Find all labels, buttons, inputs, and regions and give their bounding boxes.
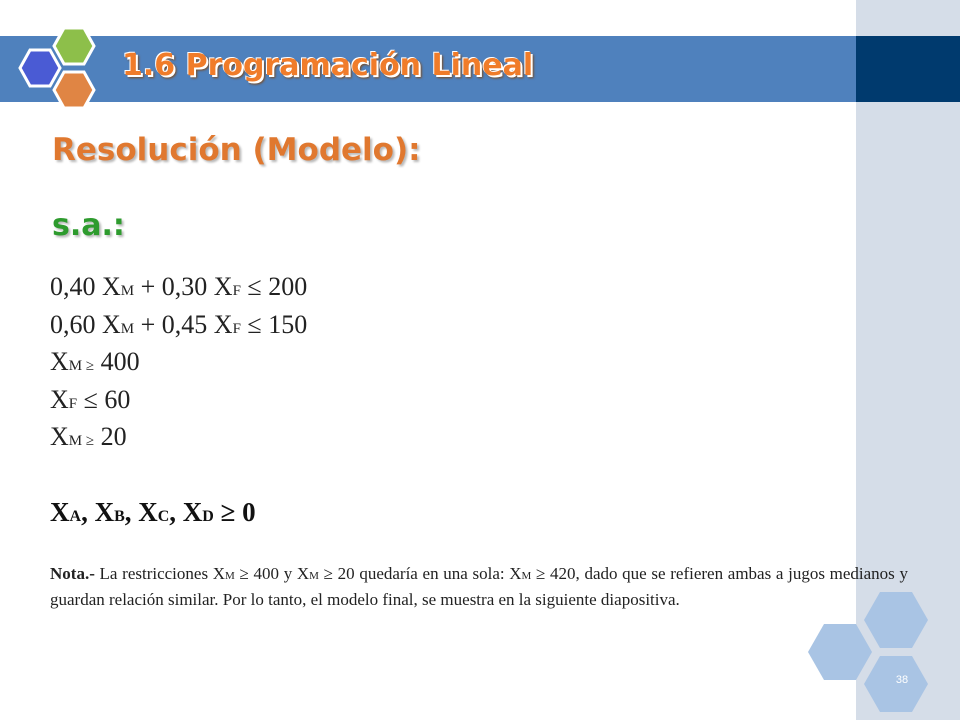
constraint-2: 0,60 XM + 0,45 XF ≤ 150 xyxy=(50,309,308,339)
hexagon-orange-icon xyxy=(54,72,94,108)
constraint-list xyxy=(50,268,307,456)
constraint-5: XM ≥ 20 xyxy=(50,422,127,451)
constraint-1: 0,40 XM + 0,30 XF ≤ 200 xyxy=(50,272,308,301)
decorative-hexagons-icon xyxy=(806,592,960,720)
slide-title: 1.6 Programación Lineal xyxy=(122,48,534,83)
title-bar-accent xyxy=(856,36,960,102)
hexagon-blue-icon xyxy=(20,50,60,86)
hexagon-logo-icon xyxy=(10,22,110,114)
subject-to-label: s.a.: xyxy=(52,208,125,243)
note-label: Nota.- xyxy=(50,564,95,583)
non-negativity-constraint: XA, XB, XC, XD ≥ 0 xyxy=(50,497,256,527)
section-subtitle: Resolución (Modelo): xyxy=(52,132,421,168)
page-number: 38 xyxy=(895,674,909,686)
hexagon-green-icon xyxy=(54,28,94,64)
constraint-3: XM ≥ 400 xyxy=(50,347,140,376)
constraint-4: XF ≤ 60 xyxy=(50,384,131,414)
note-paragraph: Nota.- La restricciones XM ≥ 400 y XM ≥ 20 quedaría en una sola: XM ≥ 420, dado que se refieren ambas a jugos medianos y guardan relación similar. Por lo tanto, el modelo final, se muestra en la siguiente diapositiva. xyxy=(50,564,908,609)
